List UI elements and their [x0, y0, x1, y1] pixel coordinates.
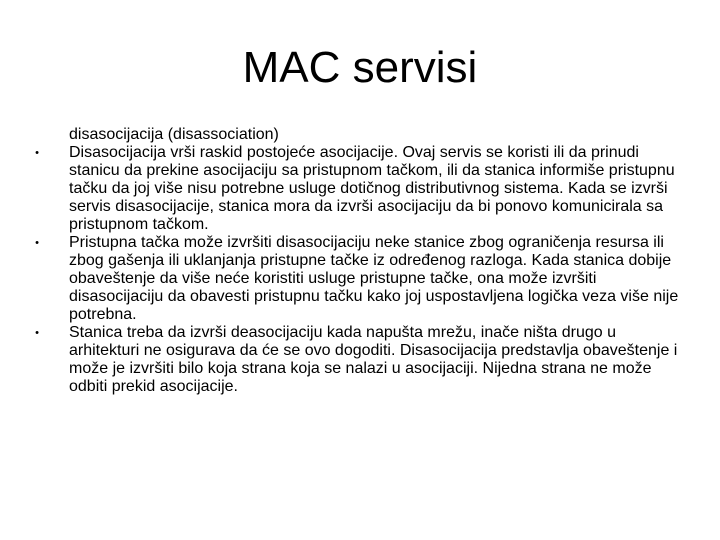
bullet-marker-icon: •	[35, 147, 39, 159]
bullet-item	[30, 324, 690, 396]
bullet-text: Stanica treba da izvrši deasocijaciju kada napušta mrežu, inače ništa drugo u arhitekturi ne osigurava da će se ovo dogoditi. Disasocijacija predstavlja obaveštenje i može je izvršiti bilo koja strana koja se nalazi u asocijaciji. Nijedna strana ne može odbiti prekid asocijacije.	[69, 324, 678, 395]
bullet-item	[30, 234, 690, 324]
bullet-text: Pristupna tačka može izvršiti disasocijaciju neke stanice zbog ograničenja resursa ili zbog gašenja ili uklanjanja pristupne tačke iz određenog razloga. Kada stanica dobije obaveštenje da više neće koristiti usluge pristupne tačke, ona može izvršiti disasocijaciju da obavesti pristupnu tačku kako joj uspostavljena logička veza više nije potrebna.	[69, 234, 679, 323]
slide-title: MAC servisi	[242, 43, 478, 92]
bullet-marker-icon: •	[35, 237, 39, 249]
slide-body	[30, 126, 690, 396]
bullet-item	[30, 144, 690, 234]
bullet-list	[30, 144, 690, 396]
subheading: disasocijacija (disassociation)	[69, 126, 279, 143]
bullet-marker-icon: •	[35, 327, 39, 339]
bullet-text: Disasocijacija vrši raskid postojeće asocijacije. Ovaj servis se koristi ili da prinudi stanicu da prekine asocijaciju sa pristupnom tačkom, ili da stanica informiše pristupnu tačku da joj više nisu potrebne usluge dotičnog distributivnog sistema. Kada se izvrši servis disasocijacije, stanica mora da izvrši asocijaciju da bi ponovo komunicirala sa pristupnom tačkom.	[69, 144, 675, 233]
